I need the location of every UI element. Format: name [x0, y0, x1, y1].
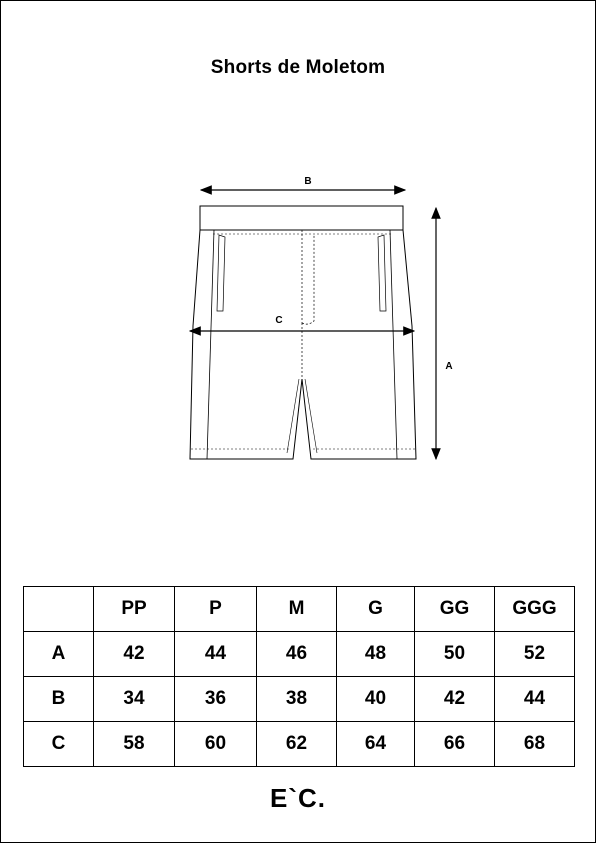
- table-cell: 52: [495, 632, 575, 677]
- dimension-b-label: B: [304, 176, 312, 187]
- brand-logo: E`C.: [270, 783, 326, 813]
- table-cell: 44: [175, 632, 257, 677]
- table-cell: 36: [175, 677, 257, 722]
- table-cell: 68: [495, 722, 575, 767]
- table-cell: 48: [337, 632, 415, 677]
- pocket-left: [217, 235, 225, 311]
- page-title: Shorts de Moletom: [210, 57, 386, 78]
- table-cell: 66: [415, 722, 495, 767]
- side-stripe-right: [390, 230, 397, 459]
- size-header: M: [257, 587, 337, 632]
- table-row: [24, 722, 575, 767]
- table-row: [24, 677, 575, 722]
- shorts-outline: [190, 230, 416, 459]
- table-cell: 50: [415, 632, 495, 677]
- table-cell: 62: [257, 722, 337, 767]
- inseam-left: [287, 379, 299, 453]
- size-header: GG: [415, 587, 495, 632]
- side-stripe-left: [207, 230, 214, 459]
- size-header: PP: [94, 587, 175, 632]
- shorts-waistband: [200, 206, 403, 230]
- size-header: P: [175, 587, 257, 632]
- dimension-a-label: A: [445, 361, 453, 372]
- table-row: [24, 632, 575, 677]
- inseam-right: [305, 379, 317, 453]
- table-cell: 44: [495, 677, 575, 722]
- table-cell: 58: [94, 722, 175, 767]
- table-cell: 38: [257, 677, 337, 722]
- table-cell: 34: [94, 677, 175, 722]
- table-header-row: [24, 587, 575, 632]
- shorts-diagram: [1, 1, 595, 561]
- table-cell: 42: [94, 632, 175, 677]
- fly-front: [302, 230, 314, 324]
- table-cell: 64: [337, 722, 415, 767]
- row-label: C: [24, 722, 94, 767]
- row-label: B: [24, 677, 94, 722]
- dimension-c-label: C: [275, 315, 283, 326]
- size-header: GGG: [495, 587, 575, 632]
- table-cell: 46: [257, 632, 337, 677]
- size-header: G: [337, 587, 415, 632]
- table-cell: 42: [415, 677, 495, 722]
- row-label: A: [24, 632, 94, 677]
- table-corner-cell: [24, 587, 94, 632]
- size-table: [23, 586, 575, 767]
- table-cell: 40: [337, 677, 415, 722]
- table-cell: 60: [175, 722, 257, 767]
- pocket-right: [378, 235, 386, 311]
